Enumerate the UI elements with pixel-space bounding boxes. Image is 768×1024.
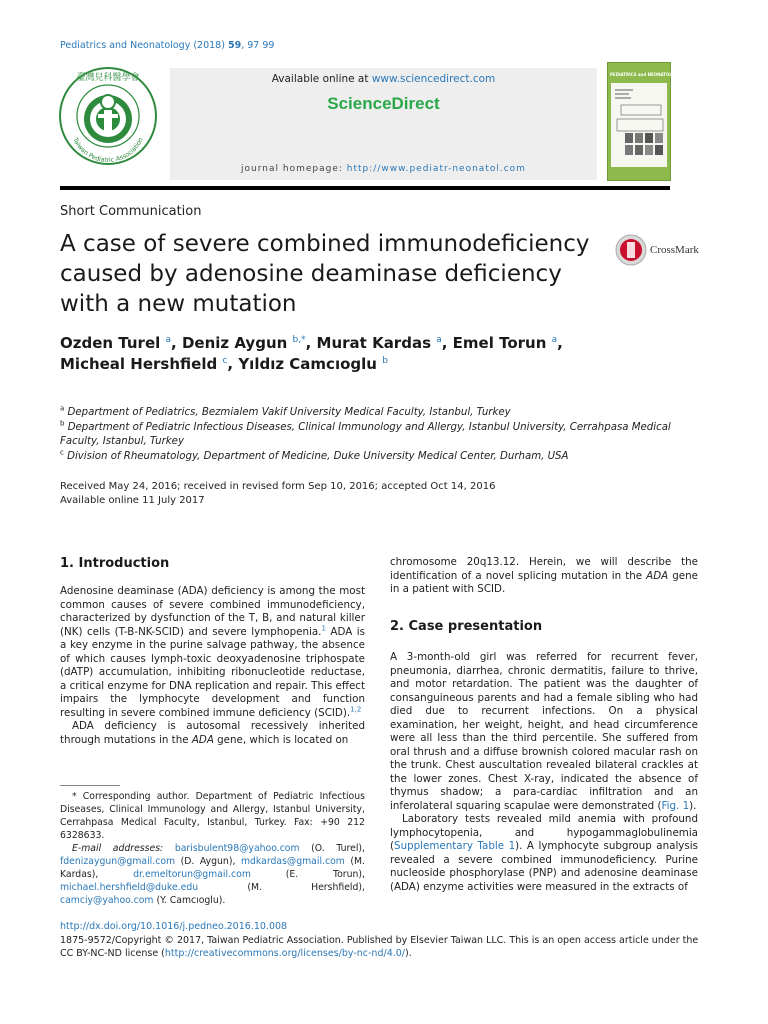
intro-p2-text-cont: gene, which is located on bbox=[213, 733, 349, 746]
author-name: Deniz Aygun bbox=[181, 334, 288, 352]
received-dates: Received May 24, 2016; received in revised form Sep 10, 2016; accepted Oct 14, 2016 bbox=[60, 481, 496, 492]
email-label: E-mail addresses: bbox=[72, 843, 164, 854]
author-affiliation-marker[interactable]: a bbox=[436, 335, 442, 345]
intro-p1-text-cont: ADA is a key enzyme in the purine salvage pathway, the absence of which causes lymph-toxic deoxyadenosine triphospate (dATP) accumulation, inhibiting ribonucleotide reductase, a critical enzyme for DNA replication and repair. This effect impairs the lymphocyte development and function resulting in severe combined immune deficiency (SCID). bbox=[60, 625, 365, 719]
author-separator: , bbox=[171, 334, 182, 352]
section-heading-case-presentation: 2. Case presentation bbox=[390, 619, 543, 634]
author-separator: , bbox=[227, 355, 239, 373]
email-owner: (E. Torun), bbox=[250, 869, 365, 880]
email-link[interactable]: dr.emeltorun@gmail.com bbox=[133, 869, 251, 880]
copyright-notice bbox=[60, 934, 700, 960]
introduction-continued bbox=[390, 556, 698, 597]
affiliation-text: Department of Pediatrics, Bezmialem Vakif University Medical Faculty, Istanbul, Turkey bbox=[64, 407, 511, 418]
doi-link[interactable]: http://dx.doi.org/10.1016/j.pedneo.2016.10.008 bbox=[60, 921, 288, 932]
intro-paragraph-2-cont bbox=[390, 556, 698, 597]
email-link[interactable]: barisbulent98@yahoo.com bbox=[174, 843, 300, 854]
corresponding-author-footnote bbox=[60, 790, 365, 907]
section-heading-introduction: 1. Introduction bbox=[60, 556, 170, 571]
copyright-text: 1875-9572/Copyright © 2017, Taiwan Pediatric Association. Published by Elsevier Taiwan LLC. This is an open access article under the CC BY-NC-ND license ( bbox=[60, 935, 699, 959]
author-name: Ozden Turel bbox=[60, 334, 161, 352]
affiliation-marker: b bbox=[60, 419, 65, 428]
author-separator: , bbox=[305, 334, 317, 352]
journal-pages-end: 99 bbox=[262, 40, 275, 51]
email-link[interactable]: mdkardas@gmail.com bbox=[240, 856, 345, 867]
case-p1-text: A 3-month-old girl was referred for recurrent fever, pneumonia, diarrhea, chronic dermatitis, failure to thrive, and motor retardation. The patient was the daughter of consanguineous parents and had a female sibling who had died due to recurrent infections. On a physical examination, her weight, height, and head circumference were all less than the third percentile. She suffered from oral thrush and a diffuse brownish colored macular rash on the trunk. Chest auscultation revealed bilateral crackles at the lower zones. Chest X-ray, indicated the absence of thymus shadow; a para-cardiac infiltration and an inferolateral squaring scapulae were demonstrated ( bbox=[390, 651, 698, 812]
affiliation bbox=[60, 406, 700, 421]
affiliations bbox=[60, 406, 700, 464]
cover-title: PEDIATRICS and NEONATOLOGY bbox=[610, 72, 682, 77]
article-title: A case of severe combined immunodeficiency caused by adenosine deaminase deficiency with a new mutation bbox=[60, 231, 590, 317]
email-owner: (M. Kardas), bbox=[60, 856, 366, 880]
sciencedirect-link[interactable]: www.sciencedirect.com bbox=[371, 73, 496, 85]
email-owner: (M. Hershfield), bbox=[198, 882, 365, 893]
crossmark-badge[interactable] bbox=[614, 233, 714, 267]
email-owner: (Y. Camcıoglu). bbox=[153, 895, 226, 906]
header-rule bbox=[60, 186, 670, 190]
available-online-label: Available online at bbox=[271, 73, 369, 85]
article-type: Short Communication bbox=[60, 204, 202, 219]
reference-1-2[interactable]: 1,2 bbox=[350, 705, 362, 714]
gene-name: ADA bbox=[191, 733, 214, 746]
email-owner: (O. Turel), bbox=[299, 843, 365, 854]
email-link[interactable]: camciy@yahoo.com bbox=[60, 895, 154, 906]
cover-page bbox=[611, 83, 667, 167]
intro-paragraph-2 bbox=[60, 720, 365, 747]
case-presentation-text bbox=[390, 651, 698, 894]
figure-1-link[interactable]: Fig. 1 bbox=[661, 799, 690, 812]
available-online-date: Available online 11 July 2017 bbox=[60, 495, 205, 506]
journal-reference[interactable] bbox=[60, 40, 274, 51]
intro-p2-text: ADA deficiency is autosomal recessively inherited through mutations in the bbox=[60, 720, 365, 746]
author-affiliation-marker[interactable]: b bbox=[382, 356, 388, 366]
affiliation-text: Division of Rheumatology, Department of Medicine, Duke University Medical Center, Durham, USA bbox=[63, 450, 569, 462]
author-list bbox=[60, 333, 700, 375]
author-separator: , bbox=[557, 334, 563, 352]
journal-homepage bbox=[170, 164, 597, 174]
gene-name-2: ADA bbox=[646, 569, 669, 582]
introduction-text bbox=[60, 585, 365, 747]
crossmark-label: CrossMark bbox=[650, 244, 699, 256]
journal-volume: 59 bbox=[227, 40, 242, 51]
affiliation-marker: c bbox=[60, 448, 64, 457]
case-paragraph-1 bbox=[390, 651, 698, 813]
email-link[interactable]: fdenizaygun@gmail.com bbox=[60, 856, 176, 867]
intro-cont-text: chromosome 20q13.12. Herein, we will describe the identification of a novel splicing mutation in the bbox=[390, 556, 698, 582]
taiwan-pediatric-association-logo bbox=[58, 64, 158, 168]
intro-cont-text-end: gene in a patient with SCID. bbox=[390, 569, 698, 595]
logo-text: Taiwan Pediatric Association bbox=[71, 136, 145, 165]
journal-name: Pediatrics and Neonatology (2018) bbox=[60, 40, 225, 51]
corresponding-author: * Corresponding author. Department of Pediatric Infectious Diseases, Clinical Immunology and Allergy, Istanbul University, Cerrahpasa Medical Faculty, Istanbul, Turkey. Fax: +90 212 6328633. bbox=[60, 791, 365, 841]
author-name: Yıldız Camcıoglu bbox=[238, 355, 377, 373]
affiliation-text: Department of Pediatric Infectious Diseases, Clinical Immunology and Allergy, Istanbul University, Cerrahpasa Medical Faculty, Istanbul, Turkey bbox=[60, 421, 671, 448]
journal-banner bbox=[170, 68, 597, 180]
case-paragraph-2 bbox=[390, 813, 698, 894]
author-affiliation-marker[interactable]: b,* bbox=[292, 335, 306, 345]
supplementary-table-link[interactable]: Supplementary Table 1 bbox=[394, 840, 516, 852]
intro-p1-text: Adenosine deaminase (ADA) deficiency is among the most common causes of severe combined immunodeficiency, characterized by dysfunction of the T, B, and natural killer (NK) cells (T-B-NK-SCID) and severe lymphopenia. bbox=[60, 585, 365, 638]
author-line-1 bbox=[60, 333, 700, 354]
email-link[interactable]: michael.hershfield@duke.edu bbox=[60, 882, 199, 893]
affiliation bbox=[60, 450, 700, 465]
intro-paragraph-1 bbox=[60, 585, 365, 720]
article-dates bbox=[60, 480, 700, 508]
copyright-text-end: ). bbox=[405, 948, 412, 959]
author-affiliation-marker[interactable]: a bbox=[551, 335, 558, 345]
author-line-2 bbox=[60, 354, 700, 375]
affiliation bbox=[60, 421, 700, 450]
journal-cover-thumbnail[interactable] bbox=[607, 62, 682, 181]
author-affiliation-marker[interactable]: c bbox=[222, 356, 228, 366]
logo-chinese-text: 臺灣兒科醫學會 bbox=[76, 73, 140, 83]
author-separator: , bbox=[441, 334, 453, 352]
email-owner: (D. Aygun), bbox=[175, 856, 241, 867]
affiliation-marker: a bbox=[60, 404, 65, 413]
homepage-label: journal homepage: bbox=[241, 164, 343, 174]
author-affiliation-marker[interactable]: a bbox=[165, 335, 172, 345]
sciencedirect-wordmark: ScienceDirect bbox=[327, 94, 440, 113]
footnote-rule bbox=[60, 785, 120, 786]
reference-1[interactable]: 1 bbox=[321, 624, 326, 633]
available-online bbox=[170, 73, 597, 85]
cover-figure bbox=[611, 83, 667, 167]
case-p1-text-end: ). bbox=[689, 799, 697, 812]
author-name: Murat Kardas bbox=[316, 334, 431, 352]
author-name: Micheal Hershfield bbox=[60, 355, 218, 373]
crossmark-icon bbox=[614, 233, 648, 267]
case-p2-text: Laboratory tests revealed mild anemia with profound lymphocytopenia, and hypogammaglobulinemia ( bbox=[390, 813, 698, 852]
homepage-link[interactable]: http://www.pediatr-neonatol.com bbox=[346, 164, 526, 174]
license-link[interactable]: http://creativecommons.org/licenses/by-nc-nd/4.0/ bbox=[164, 948, 405, 959]
email-addresses bbox=[60, 842, 365, 907]
case-p2-text-end: ). A lymphocyte subgroup analysis revealed a severe combined immunodeficiency. Purine nucleoside phosphorylase (PNP) and adenosine deaminase (ADA) enzyme activities were measured in the extracts of bbox=[390, 840, 698, 893]
journal-pages: , 97 bbox=[241, 40, 260, 51]
author-name: Emel Torun bbox=[452, 334, 547, 352]
